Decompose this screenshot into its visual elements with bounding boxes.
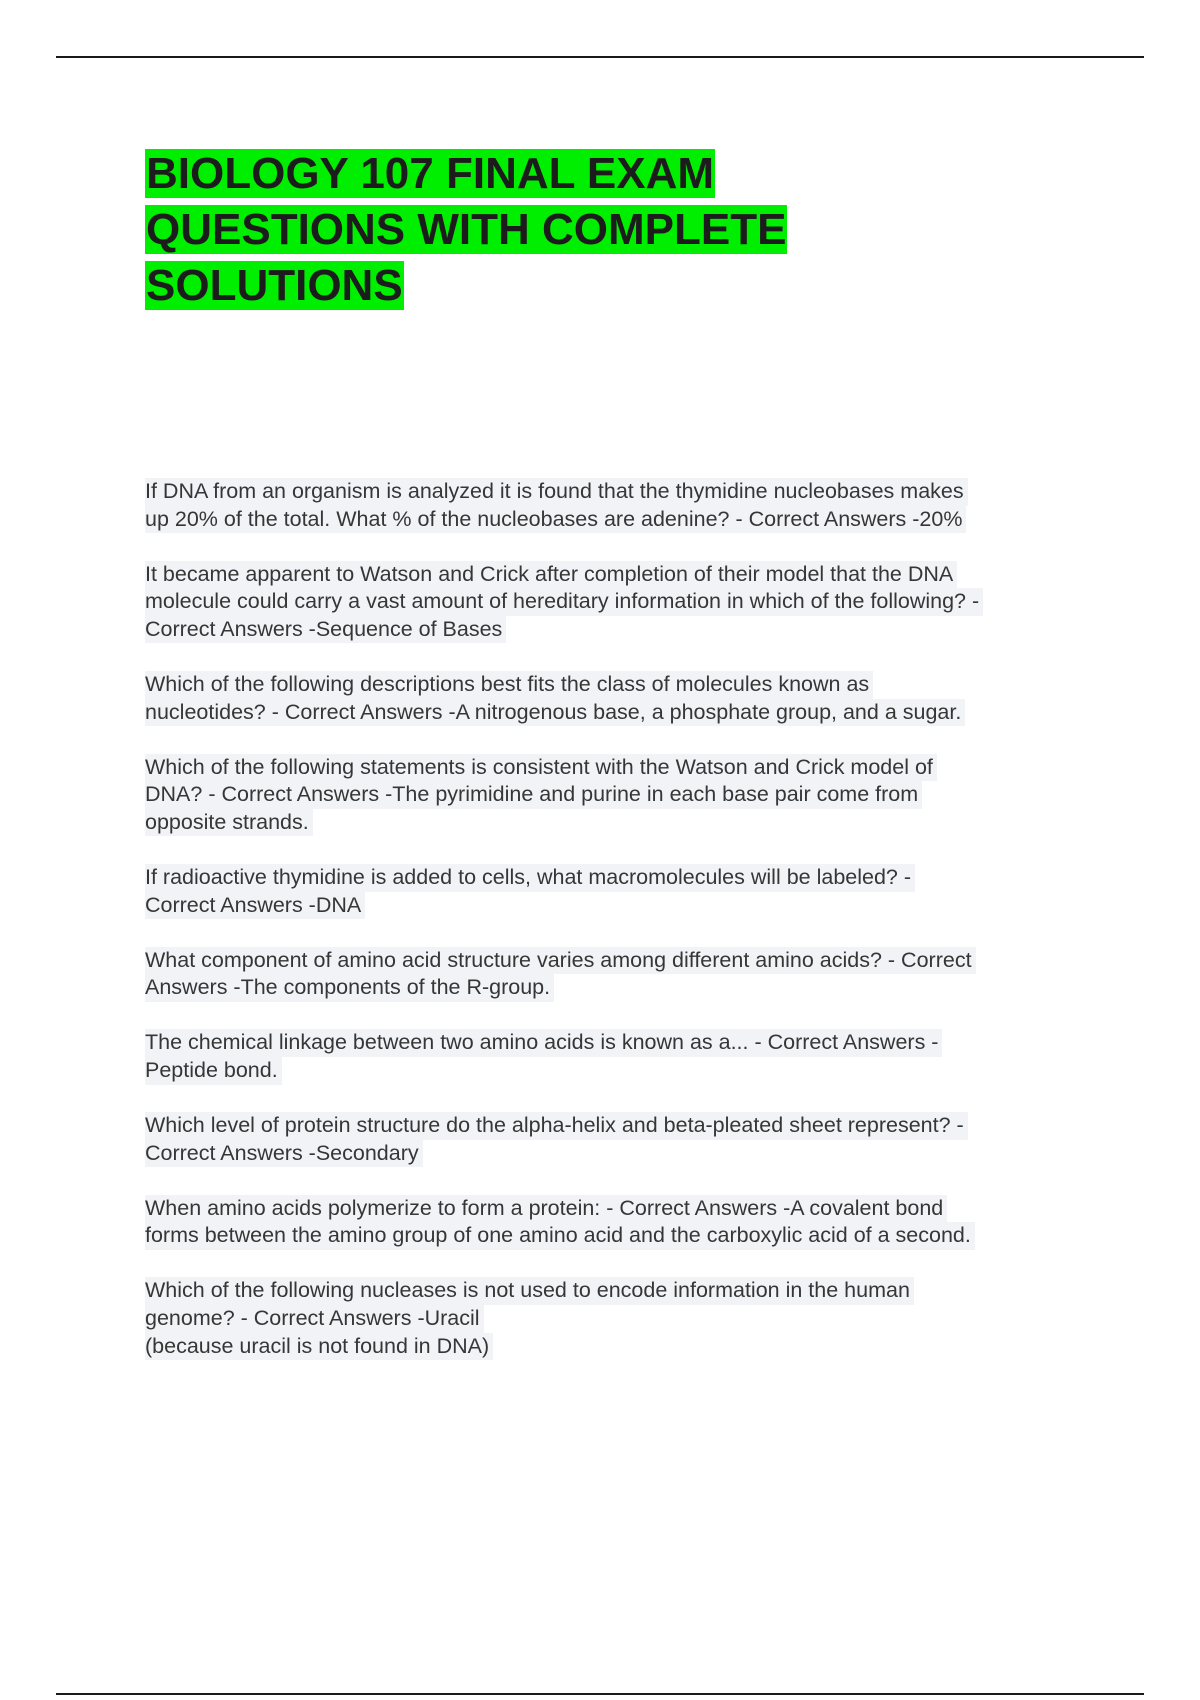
qa-text-line: When amino acids polymerize to form a protein: - Correct Answers -A covalent bond bbox=[145, 1195, 947, 1223]
qa-item bbox=[145, 947, 1085, 1002]
qa-text-line: Which of the following nucleases is not used to encode information in the human bbox=[145, 1277, 914, 1305]
qa-text-line: opposite strands. bbox=[145, 809, 313, 837]
qa-item bbox=[145, 754, 1085, 837]
qa-text-line: Correct Answers -Sequence of Bases bbox=[145, 616, 506, 644]
title-line: BIOLOGY 107 FINAL EXAM bbox=[146, 149, 715, 198]
qa-item bbox=[145, 1029, 1085, 1084]
qa-text-line: molecule could carry a vast amount of hereditary information in which of the following? - bbox=[145, 588, 983, 616]
qa-text-line: Correct Answers -Secondary bbox=[145, 1140, 423, 1168]
bottom-rule bbox=[56, 1693, 1144, 1695]
qa-item bbox=[145, 478, 1085, 533]
qa-text-line: forms between the amino group of one amino acid and the carboxylic acid of a second. bbox=[145, 1222, 975, 1250]
qa-text-line: If radioactive thymidine is added to cells, what macromolecules will be labeled? - bbox=[145, 864, 915, 892]
qa-text-line: up 20% of the total. What % of the nucleobases are adenine? - Correct Answers -20% bbox=[145, 506, 966, 534]
qa-text-line: nucleotides? - Correct Answers -A nitrogenous base, a phosphate group, and a sugar. bbox=[145, 699, 965, 727]
title-line: QUESTIONS WITH COMPLETE bbox=[146, 205, 787, 254]
qa-text-line: If DNA from an organism is analyzed it is found that the thymidine nucleobases makes bbox=[145, 478, 968, 506]
qa-text-line: Peptide bond. bbox=[145, 1057, 282, 1085]
title-line: SOLUTIONS bbox=[146, 261, 403, 310]
qa-text-line: genome? - Correct Answers -Uracil bbox=[145, 1305, 484, 1333]
qa-item bbox=[145, 1277, 1085, 1360]
qa-text-line: Answers -The components of the R-group. bbox=[145, 974, 554, 1002]
qa-item bbox=[145, 671, 1085, 726]
qa-text-line: (because uracil is not found in DNA) bbox=[145, 1333, 493, 1361]
qa-text-line: DNA? - Correct Answers -The pyrimidine and purine in each base pair come from bbox=[145, 781, 922, 809]
qa-text-line: Which of the following statements is consistent with the Watson and Crick model of bbox=[145, 754, 937, 782]
qa-text-line: Correct Answers -DNA bbox=[145, 892, 365, 920]
qa-text-line: The chemical linkage between two amino acids is known as a... - Correct Answers - bbox=[145, 1029, 942, 1057]
top-rule bbox=[56, 56, 1144, 58]
question-answer-list bbox=[145, 478, 1085, 1388]
qa-item bbox=[145, 561, 1085, 644]
qa-item bbox=[145, 864, 1085, 919]
document-title bbox=[145, 146, 1045, 314]
qa-item bbox=[145, 1112, 1085, 1167]
qa-text-line: It became apparent to Watson and Crick after completion of their model that the DNA bbox=[145, 561, 957, 589]
qa-text-line: Which level of protein structure do the alpha-helix and beta-pleated sheet represent? - bbox=[145, 1112, 968, 1140]
qa-text-line: What component of amino acid structure varies among different amino acids? - Correct bbox=[145, 947, 976, 975]
qa-item bbox=[145, 1195, 1085, 1250]
qa-text-line: Which of the following descriptions best fits the class of molecules known as bbox=[145, 671, 873, 699]
